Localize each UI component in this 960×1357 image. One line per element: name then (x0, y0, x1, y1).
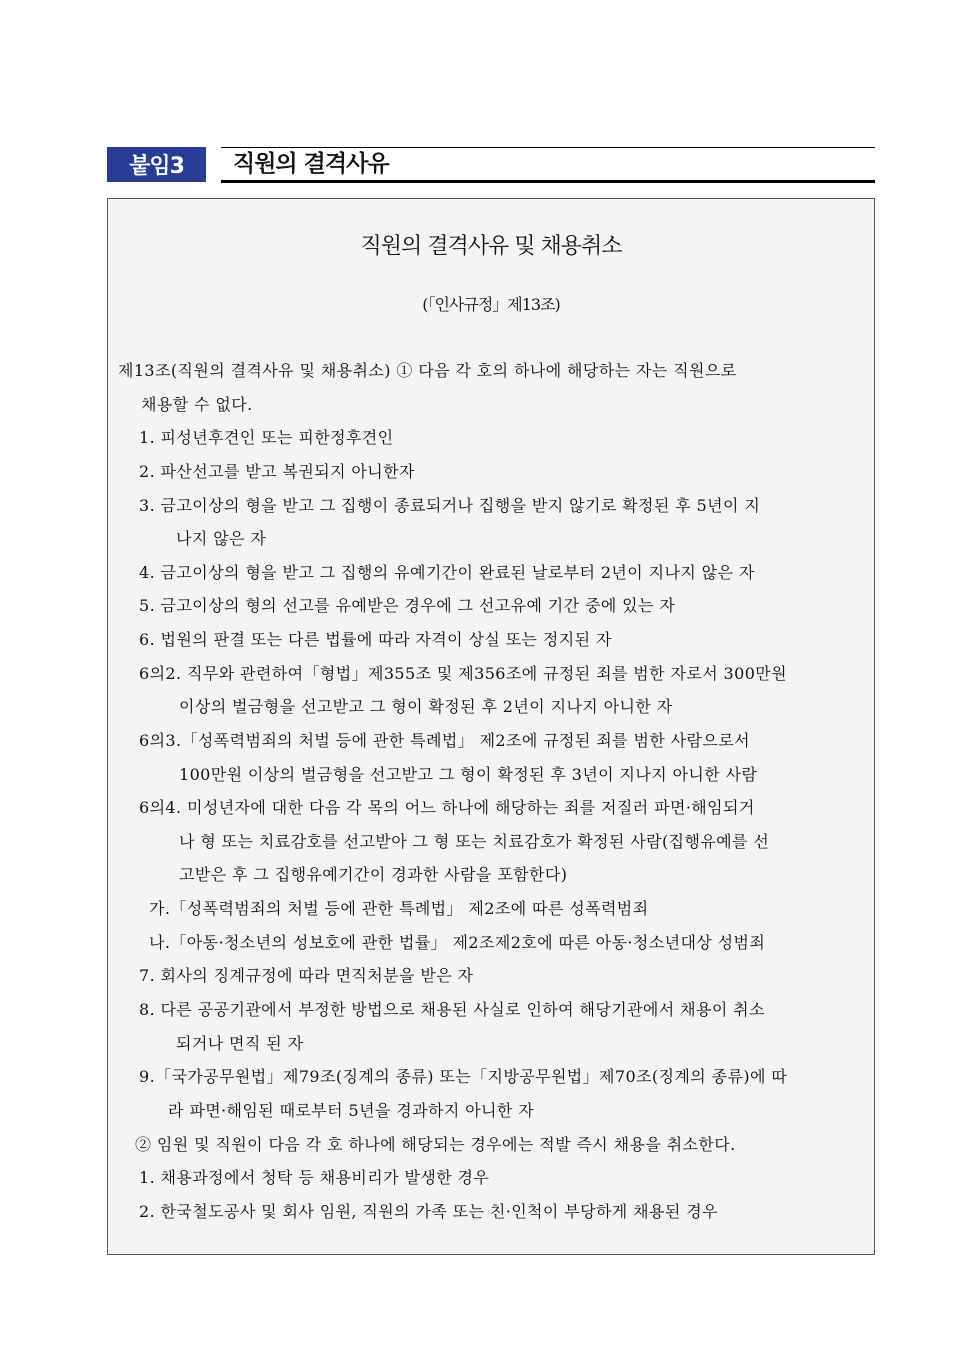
clause-item: 6의4. 미성년자에 대한 다음 각 목의 어느 하나에 해당하는 죄를 저질러 파면·해임되거 (139, 798, 755, 817)
attachment-header (107, 147, 875, 184)
sub-item: 나.「아동·청소년의 성보호에 관한 법률」 제2조제2호에 따른 아동·청소년대상 성범죄 (149, 933, 766, 952)
clause-item: 나 형 또는 치료감호를 선고받아 그 형 또는 치료감호가 확정된 사람(집행유예를 선 (179, 832, 770, 851)
clause-item: 나지 않은 자 (176, 529, 267, 548)
sub-item: 가.「성폭력범죄의 처벌 등에 관한 특례법」 제2조에 따른 성폭력범죄 (149, 899, 649, 918)
clause-item: 4. 금고이상의 형을 받고 그 집행의 유예기간이 완료된 날로부터 2년이 지나지 않은 자 (139, 563, 755, 582)
clause-item: 되거나 면직 된 자 (176, 1034, 304, 1053)
article-line: 채용할 수 없다. (141, 395, 253, 414)
attachment-badge: 붙임3 (107, 147, 206, 182)
attachment-title: 직원의 결격사유 (233, 151, 389, 177)
regulation-subtitle: (「인사규정」제13조) (422, 295, 560, 314)
clause-item: 이상의 벌금형을 선고받고 그 형이 확정된 후 2년이 지나지 아니한 자 (179, 697, 673, 716)
paragraph-line: ② 임원 및 직원이 다음 각 호 하나에 해당되는 경우에는 적발 즉시 채용을 취소한다. (135, 1135, 736, 1154)
regulation-box (107, 198, 875, 1255)
clause-item: 3. 금고이상의 형을 받고 그 집행이 종료되거나 집행을 받지 않기로 확정된 후 5년이 지 (139, 496, 761, 515)
clause-item: 6의3.「성폭력범죄의 처벌 등에 관한 특례법」 제2조에 규정된 죄를 범한 사람으로서 (139, 731, 750, 750)
clause-item: 9.「국가공무원법」제79조(징계의 종류) 또는「지방공무원법」제70조(징계의 종류)에 따 (139, 1067, 788, 1086)
clause-item: 고받은 후 그 집행유예기간이 경과한 사람을 포함한다) (179, 865, 568, 884)
clause-item: 7. 회사의 징계규정에 따라 면직처분을 받은 자 (139, 966, 474, 985)
clause-item: 라 파면·해임된 때로부터 5년을 경과하지 아니한 자 (168, 1101, 535, 1120)
clause-item: 5. 금고이상의 형의 선고를 유예받은 경우에 그 선고유예 기간 중에 있는 자 (139, 596, 676, 615)
article-line: 제13조(직원의 결격사유 및 채용취소) ① 다음 각 호의 하나에 해당하는 자는 직원으로 (118, 361, 737, 380)
clause-item: 1. 채용과정에서 청탁 등 채용비리가 발생한 경우 (139, 1168, 490, 1187)
regulation-title: 직원의 결격사유 및 채용취소 (360, 234, 622, 259)
clause-item: 2. 한국철도공사 및 회사 임원, 직원의 가족 또는 친·인척이 부당하게 채용된 경우 (139, 1202, 718, 1221)
clause-item: 6의2. 직무와 관련하여「형법」제355조 및 제356조에 규정된 죄를 범한 자로서 300만원 (139, 664, 788, 683)
clause-item: 100만원 이상의 벌금형을 선고받고 그 형이 확정된 후 3년이 지나지 아니한 사람 (179, 765, 758, 784)
clause-item: 6. 법원의 판결 또는 다른 법률에 따라 자격이 상실 또는 정지된 자 (139, 630, 612, 649)
clause-item: 2. 파산선고를 받고 복권되지 아니한자 (139, 462, 415, 481)
clause-item: 8. 다른 공공기관에서 부정한 방법으로 채용된 사실로 인하여 해당기관에서 채용이 취소 (139, 1000, 765, 1019)
clause-item: 1. 피성년후견인 또는 피한정후견인 (139, 428, 394, 447)
header-rule-bottom (221, 180, 875, 183)
